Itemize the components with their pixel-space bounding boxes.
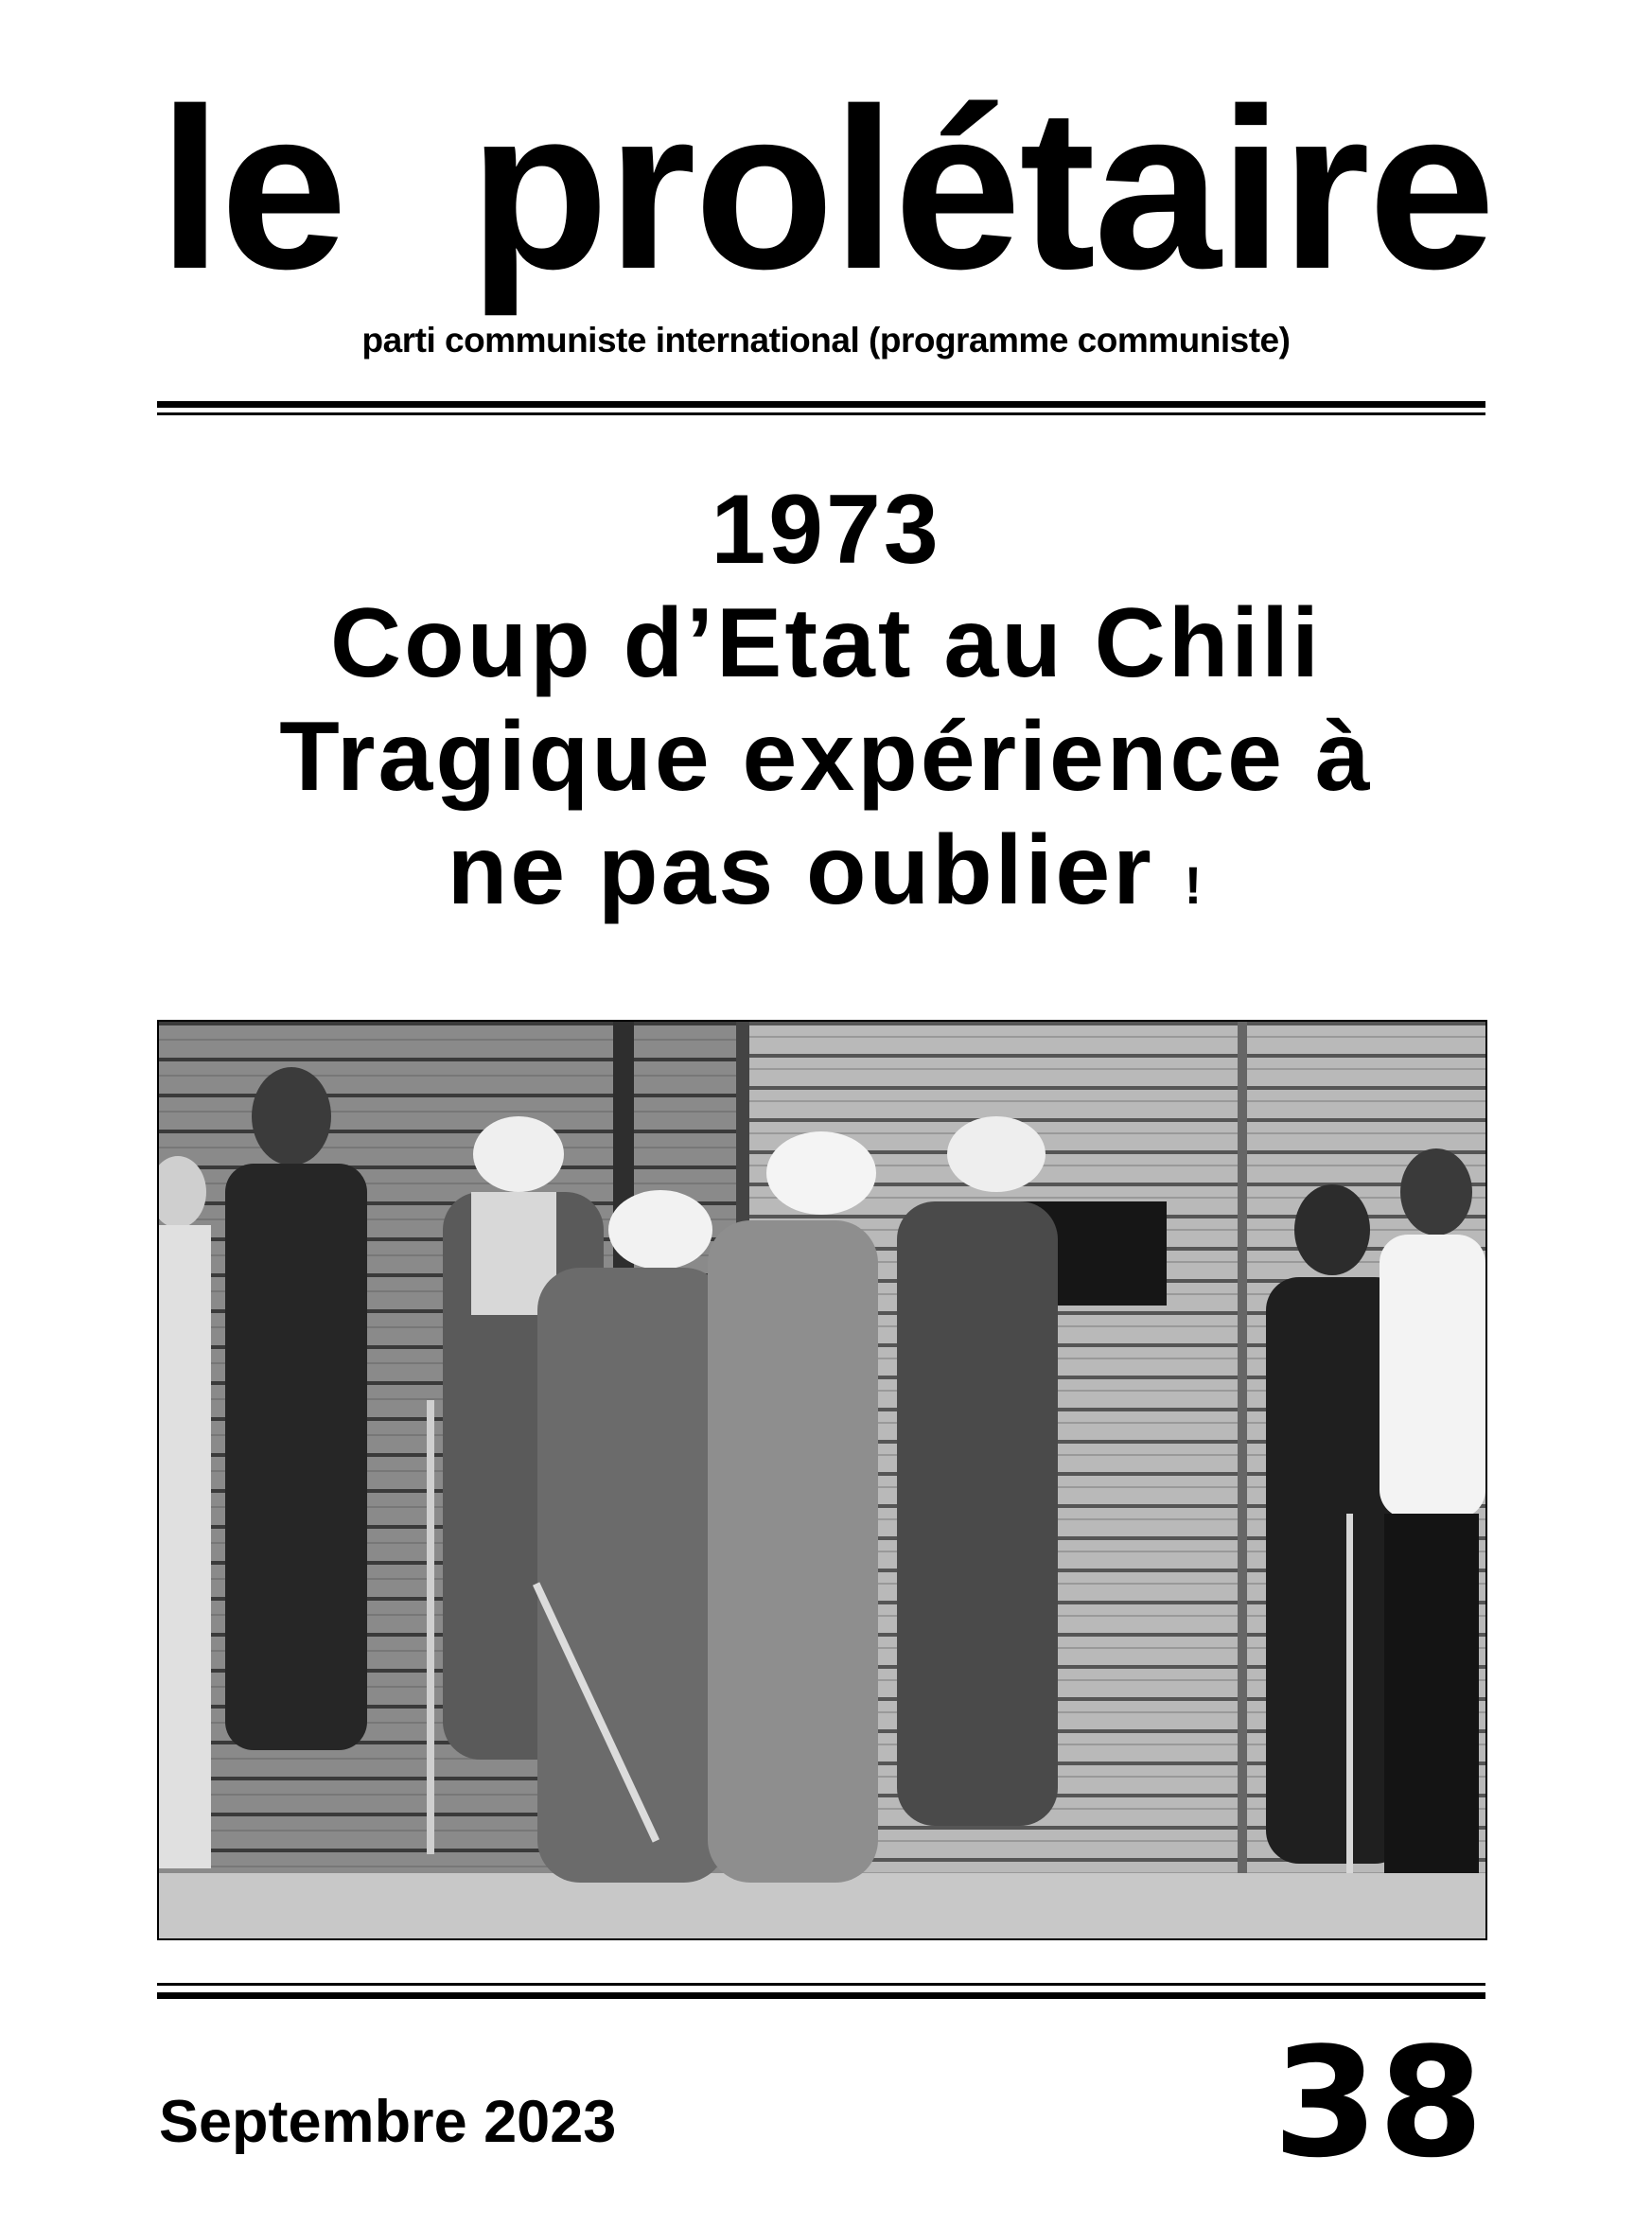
exclamation-mark: !: [1184, 855, 1205, 915]
newspaper-subtitle: parti communiste international (programme communiste): [361, 321, 1291, 359]
miners-photo-illustration: [159, 1022, 1485, 1938]
newspaper-title: le prolétaire: [158, 61, 1494, 317]
top-rule-thick: [157, 401, 1485, 408]
headline-year: 1973: [711, 475, 941, 585]
issue-number: 38: [1273, 2014, 1484, 2191]
cover-photo: [157, 1020, 1487, 1940]
top-rule-thin: [157, 412, 1485, 415]
headline-line-2: Coup d’Etat au Chili: [330, 588, 1322, 698]
cover-headline: [0, 473, 1652, 942]
headline-line-3: Tragique expérience à: [279, 702, 1373, 812]
bottom-rule-thin: [157, 1983, 1485, 1986]
issue-date: Septembre 2023: [159, 2089, 617, 2155]
bottom-rule-thick: [157, 1992, 1485, 1999]
headline-line-4: [0, 814, 1652, 942]
headline-line-4-text: ne pas oublier: [447, 815, 1154, 925]
